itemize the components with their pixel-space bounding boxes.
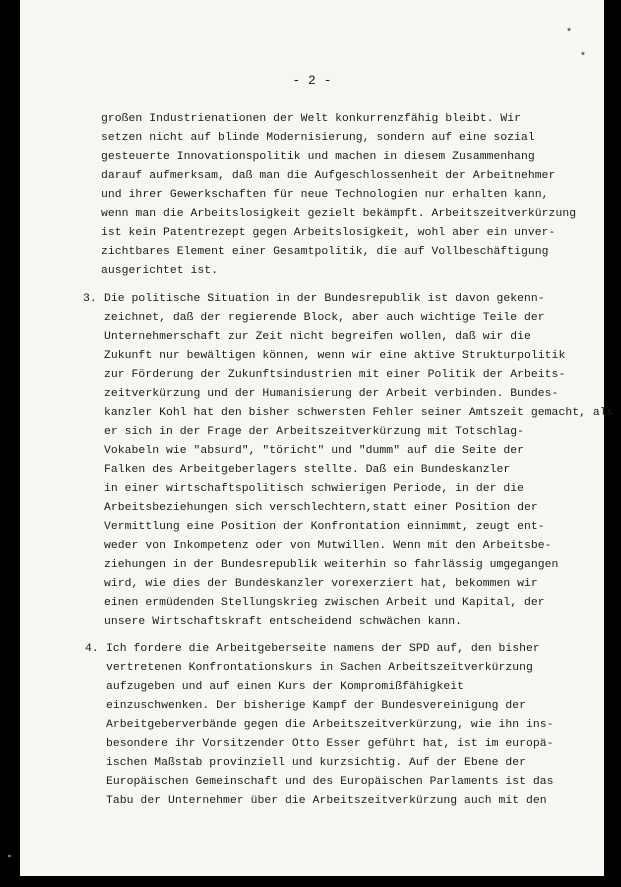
paragraph-3 bbox=[83, 290, 614, 632]
text-line: Arbeitgeberverbände gegen die Arbeitszeitverkürzung, wie ihn ins- bbox=[106, 719, 554, 731]
text-line: zeitverkürzung und der Humanisierung der Arbeit verbinden. Bundes- bbox=[104, 388, 559, 400]
text-line: setzen nicht auf blinde Modernisierung, sondern auf eine sozial bbox=[101, 132, 535, 144]
text-line: gesteuerte Innovationspolitik und machen in diesem Zusammenhang bbox=[101, 151, 535, 163]
text-line: ausgerichtet ist. bbox=[101, 265, 219, 277]
text-line: Vermittlung eine Position der Konfrontation einnimmt, zeugt ent- bbox=[104, 521, 545, 533]
text-line: zur Förderung der Zukunftsindustrien mit einer Politik der Arbeits- bbox=[104, 369, 566, 381]
paper-sheet bbox=[20, 0, 614, 876]
corner-mark: * bbox=[565, 28, 572, 39]
text-line: darauf aufmerksam, daß man die Aufgeschlossenheit der Arbeitnehmer bbox=[101, 170, 556, 182]
text-line: Arbeitsbeziehungen sich verschlechtern,statt einer Position der bbox=[104, 502, 538, 514]
scan-artifact bbox=[8, 855, 11, 857]
text-line: in einer wirtschaftspolitisch schwierigen Periode, in der die bbox=[104, 483, 525, 495]
text-line: weder von Inkompetenz oder von Mutwillen. Wenn mit den Arbeitsbe- bbox=[104, 540, 552, 552]
text-line: ist kein Patentrezept gegen Arbeitslosigkeit, wohl aber ein unver- bbox=[101, 227, 556, 239]
text-line-first bbox=[83, 290, 614, 309]
text-line: einen ermüdenden Stellungskrieg zwischen Arbeit und Kapital, der bbox=[104, 597, 545, 609]
text-line: und ihrer Gewerkschaften für neue Technologien nur erhalten kann, bbox=[101, 189, 549, 201]
text-line: kanzler Kohl hat den bisher schwersten Fehler seiner Amtszeit gemacht, als bbox=[104, 407, 614, 419]
text-line: Falken des Arbeitgeberlagers stellte. Daß ein Bundeskanzler bbox=[104, 464, 511, 476]
text-line: ziehungen in der Bundesrepublik weiterhin so fahrlässig umgegangen bbox=[104, 559, 559, 571]
text-line: zeichnet, daß der regierende Block, aber auch wichtige Teile der bbox=[104, 312, 545, 324]
paragraph-continuation bbox=[101, 110, 576, 281]
text-line: wenn man die Arbeitslosigkeit gezielt bekämpft. Arbeitszeitverkürzung bbox=[101, 208, 577, 220]
text-line: wird, wie dies der Bundeskanzler vorexerziert hat, bekommen wir bbox=[104, 578, 538, 590]
paragraph-4 bbox=[85, 640, 554, 811]
text-line: er sich in der Frage der Arbeitszeitverkürzung mit Totschlag- bbox=[104, 426, 525, 438]
text-line: großen Industrienationen der Welt konkurrenzfähig bleibt. Wir bbox=[101, 113, 522, 125]
text-line: besondere ihr Vorsitzender Otto Esser geführt hat, ist im europä- bbox=[106, 738, 554, 750]
paragraph-number: 4. bbox=[85, 643, 99, 655]
text-line-first bbox=[85, 640, 554, 659]
page-number: - 2 - bbox=[292, 73, 332, 88]
text-line: Zukunft nur bewältigen können, wenn wir eine aktive Strukturpolitik bbox=[104, 350, 566, 362]
text-line: Europäischen Gemeinschaft und des Europäischen Parlaments ist das bbox=[106, 776, 554, 788]
text-line: Vokabeln wie "absurd", "töricht" und "dumm" auf die Seite der bbox=[104, 445, 525, 457]
corner-mark: * bbox=[579, 52, 586, 63]
text-line: unsere Wirtschaftskraft entscheidend schwächen kann. bbox=[104, 616, 463, 628]
text-line: einzuschwenken. Der bisherige Kampf der Bundesvereinigung der bbox=[106, 700, 527, 712]
text-line: aufzugeben und auf einen Kurs der Kompromißfähigkeit bbox=[106, 681, 465, 693]
text-line: vertretenen Konfrontationskurs in Sachen Arbeitszeitverkürzung bbox=[106, 662, 533, 674]
text-line: ischen Maßstab provinziell und kurzsichtig. Auf der Ebene der bbox=[106, 757, 527, 769]
text-line: Ich fordere die Arbeitgeberseite namens der SPD auf, den bisher bbox=[106, 643, 540, 655]
text-line: Unternehmerschaft zur Zeit nicht begreifen wollen, daß wir die bbox=[104, 331, 531, 343]
text-line: Tabu der Unternehmer über die Arbeitszeitverkürzung auch mit den bbox=[106, 795, 547, 807]
paragraph-number: 3. bbox=[83, 293, 97, 305]
text-line: zichtbares Element einer Gesamtpolitik, die auf Vollbeschäftigung bbox=[101, 246, 549, 258]
text-line: Die politische Situation in der Bundesrepublik ist davon gekenn- bbox=[104, 293, 545, 305]
